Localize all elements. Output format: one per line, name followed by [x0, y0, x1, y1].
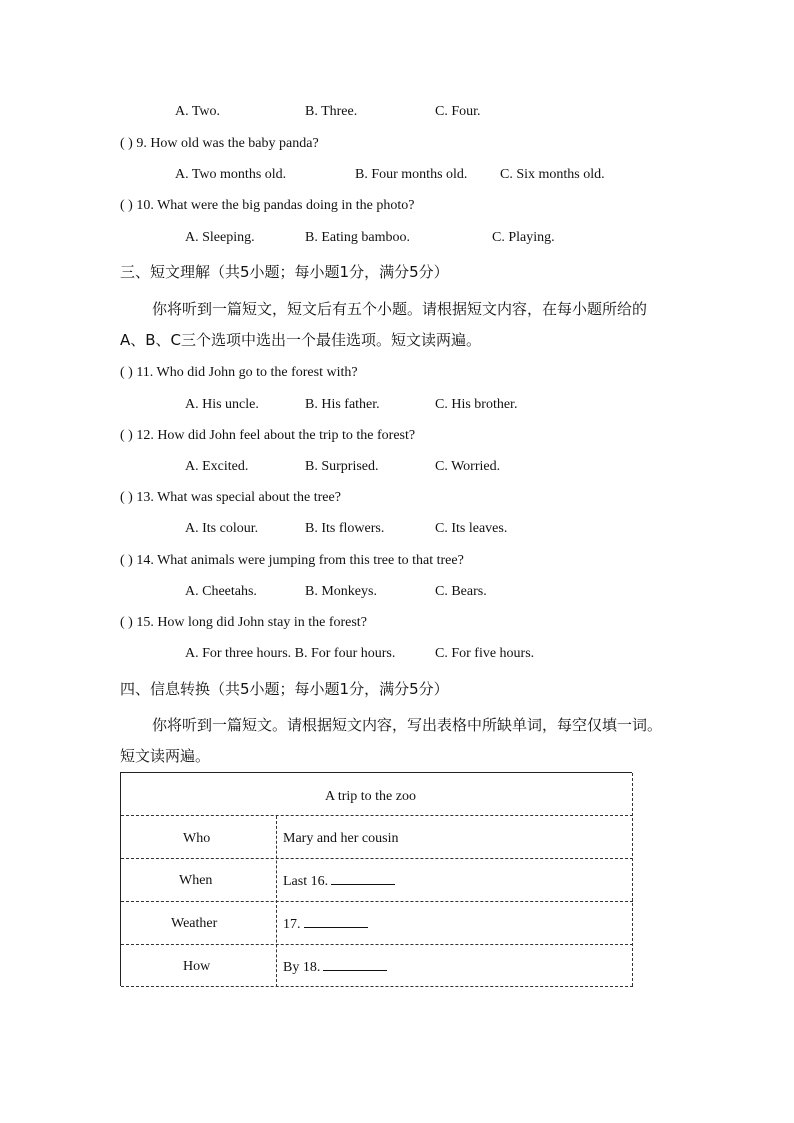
q13-stem: ( ) 13. What was special about the tree?: [120, 490, 341, 505]
answer-blank-16[interactable]: [331, 874, 395, 885]
q9-stem: ( ) 9. How old was the baby panda?: [120, 136, 319, 151]
q11-option-c: C. His brother.: [435, 397, 518, 412]
q10-option-b: B. Eating bamboo.: [305, 230, 410, 245]
table-column-divider: [276, 816, 277, 987]
row-value-weather: [283, 917, 368, 932]
q13-option-a: A. Its colour.: [185, 521, 259, 536]
row-label-weather: Weather: [171, 916, 218, 931]
row-value-when-text: Last 16.: [283, 874, 329, 889]
q8-option-b: B. Three.: [305, 104, 358, 119]
table-title: A trip to the zoo: [325, 789, 416, 804]
q9-option-a: A. Two months old.: [175, 167, 287, 182]
q10-option-a: A. Sleeping.: [185, 230, 255, 245]
q8-option-a: A. Two.: [175, 104, 221, 119]
row-value-who: Mary and her cousin: [283, 831, 399, 846]
info-table: [120, 772, 632, 986]
section4-instruction-1: 你将听到一篇短文。请根据短文内容，写出表格中所缺单词，每空仅填一词。: [152, 716, 663, 734]
q13-option-b: B. Its flowers.: [305, 521, 385, 536]
q10-option-c: C. Playing.: [492, 230, 555, 245]
section3-heading: 三、短文理解（共5小题；每小题1分，满分5分）: [120, 263, 449, 281]
q14-option-c: C. Bears.: [435, 584, 487, 599]
section4-heading: 四、信息转换（共5小题；每小题1分，满分5分）: [120, 680, 449, 698]
q9-option-c: C. Six months old.: [500, 167, 605, 182]
section3-instruction-2: A、B、C三个选项中选出一个最佳选项。短文读两遍。: [120, 331, 482, 349]
section3-instruction-1: 你将听到一篇短文，短文后有五个小题。请根据短文内容，在每小题所给的: [152, 300, 648, 318]
q14-option-a: A. Cheetahs.: [185, 584, 257, 599]
q14-option-b: B. Monkeys.: [305, 584, 377, 599]
row-label-when: When: [179, 873, 213, 888]
q15-stem: ( ) 15. How long did John stay in the forest?: [120, 615, 367, 630]
q11-option-a: A. His uncle.: [185, 397, 259, 412]
q10-stem: ( ) 10. What were the big pandas doing in the photo?: [120, 198, 415, 213]
q8-option-c: C. Four.: [435, 104, 481, 119]
row-value-how-text: By 18.: [283, 960, 321, 975]
q14-stem: ( ) 14. What animals were jumping from this tree to that tree?: [120, 553, 464, 568]
q11-option-b: B. His father.: [305, 397, 380, 412]
q12-option-b: B. Surprised.: [305, 459, 379, 474]
answer-blank-17[interactable]: [304, 917, 368, 928]
q15-option-ab: A. For three hours. B. For four hours.: [185, 646, 396, 661]
answer-blank-18[interactable]: [323, 960, 387, 971]
row-label-who: Who: [183, 831, 211, 846]
q12-stem: ( ) 12. How did John feel about the trip to the forest?: [120, 428, 416, 443]
q13-option-c: C. Its leaves.: [435, 521, 508, 536]
row-value-when: [283, 874, 395, 889]
q11-stem: ( ) 11. Who did John go to the forest with?: [120, 365, 358, 380]
q12-option-a: A. Excited.: [185, 459, 249, 474]
q15-option-c: C. For five hours.: [435, 646, 535, 661]
row-value-weather-text: 17.: [283, 917, 301, 932]
row-value-how: [283, 960, 387, 975]
section4-instruction-2: 短文读两遍。: [120, 747, 211, 765]
q12-option-c: C. Worried.: [435, 459, 501, 474]
row-label-how: How: [183, 959, 211, 974]
q9-option-b: B. Four months old.: [355, 167, 468, 182]
